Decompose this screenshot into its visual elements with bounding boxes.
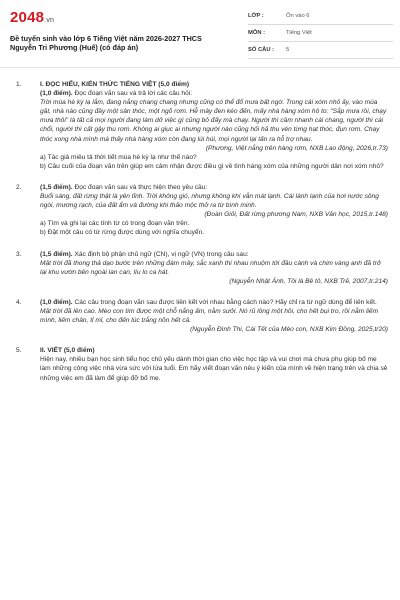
question-number: 4.: [16, 298, 22, 306]
reading-passage: Mặt trời đã thong thả dạo bước trên những đám mây, sắc xanh thi nhau nhuộm tới đầu cành và chim vàng anh đã trở lại khu vườn bên ngoài lan can, líu lo ca hát.: [40, 259, 381, 276]
question-2: [16, 183, 388, 238]
section-heading: II. VIẾT (5,0 điểm): [40, 347, 95, 355]
exam-meta-table: [248, 11, 393, 62]
worksheet-header: [0, 0, 400, 66]
sub-question-a: a) Tìm và ghi lại các tính từ có trong đoạn văn trên.: [40, 220, 190, 228]
sub-question-b: b) Câu cuối của đoạn văn trên giúp em cảm nhận được điều gì về tình hàng xóm của những người dân nơi xóm nhỏ?: [40, 162, 384, 170]
passage-source: (Đoàn Giỏi, Đất rừng phương Nam, NXB Văn học, 2015,tr.148): [204, 211, 388, 219]
question-score: (1,0 điểm).: [40, 90, 73, 98]
meta-label: LỚP :: [248, 13, 264, 19]
meta-label: SỐ CÂU :: [248, 47, 275, 53]
question-instruction: Đọc đoạn văn sau và trả lời các câu hỏi:: [74, 90, 193, 98]
question-score: (1,5 điểm).: [40, 183, 73, 191]
question-3: [16, 250, 388, 286]
question-number: 2.: [16, 183, 22, 191]
sub-question-b: b) Đặt một câu có từ rừng được dùng với nghĩa chuyển.: [40, 229, 205, 237]
question-prompt: [40, 89, 388, 98]
meta-row-subject: [248, 28, 393, 42]
question-instruction: Các câu trong đoạn văn sau được liên kết với nhau bằng cách nào? Hãy chỉ ra từ ngữ dùng để liên kết.: [74, 298, 377, 306]
logo-text: 2048: [10, 9, 45, 26]
question-instruction: Đọc đoạn văn sau và thực hiện theo yêu cầu:: [74, 183, 208, 191]
question-number: 3.: [16, 250, 22, 258]
question-number: 5.: [16, 347, 22, 355]
reading-passage: Mặt trời đã lên cao. Mèo con tìm được một chỗ nắng ấm, nằm sưởi. Nó rũ lông một hồi, cho hết bụi tro, rồi nằm liếm mình, liếm chân, tỉ mỉ, cho đến lúc trắng nõn hết cả.: [40, 307, 379, 325]
passage-source: (Nguyễn Nhật Ánh, Tôi là Bê tô, NXB Trẻ, 2007,tr.214): [229, 277, 388, 285]
question-1: [16, 80, 388, 171]
meta-value: 5: [286, 47, 290, 53]
page-title: Đề tuyển sinh vào lớp 6 Tiếng Việt năm 2026-2027 THCS Nguyễn Tri Phương (Huế) (có đáp án): [10, 34, 202, 52]
reading-passage: Buổi sáng, đất rừng thật là yên tĩnh. Trời không gió, nhưng không khí vẫn mát lạnh. Cái lành lạnh của hơi nước sông ngòi, mương rạch, của đất ẩm và đường khi thảo mộc thở ra từ bình minh.: [40, 193, 379, 210]
meta-row-class: [248, 11, 393, 25]
question-prompt: [40, 298, 388, 307]
logo-suffix: .vn: [44, 17, 55, 24]
sub-question-a: a) Tác giả miêu tả thời tiết mùa hè kỳ lạ như thế nào?: [40, 153, 197, 161]
meta-row-question-count: [248, 45, 393, 59]
question-instruction: Xác định bộ phận chủ ngữ (CN), vị ngữ (VN) trong câu sau:: [74, 250, 249, 258]
questions: [16, 80, 388, 383]
meta-value: Tiếng Việt: [286, 30, 312, 36]
reading-passage: Trời mùa hè kỳ lạ lắm, đang nắng chang chang nhưng cũng có thể đổ mưa bất ngờ. Trong cái xóm nhỏ ấy, vào mùa gặt, nhà nào cũng đầy một sân thóc, một ngõ rơm. Hễ mây đen kéo đến, mấy nhà hàng xóm hô to: "Sắp mưa rồi, chạy mưa thôi" là tất cả mọi người đang làm dở việc gì cũng bỏ đấy mà chạy. Người thì cầm nhanh cái chang, người thì cái chổi, người thì cất gậy thu rơm. Không ai giục ai nhưng người nào cũng hối hả thu vén từng hạt thóc, đụn rơm. Chạy thóc xong nhà mình mà thấy nhà hàng xóm còn đang lúi húi, mọi người lại tấn ra hỗ trợ nhau.: [40, 99, 387, 143]
section-heading: I. ĐỌC HIỂU, KIẾN THỨC TIẾNG VIỆT (5,0 điểm): [40, 81, 190, 88]
passage-source: (Phương, Việt nắng trên hàng rơm, NXB Lao động, 2026,tr.73): [205, 144, 388, 152]
writing-prompt: Hiện nay, nhiều bạn học sinh tiểu học chủ yếu dành thời gian cho việc học tập và vui chơi mà chưa phụ giúp bố mẹ làm những công việc nhà vừa sức với lứa tuổi. Em hãy viết đoạn văn nêu ý kiến của mình về hiện trạng trên và chia sẻ những việc em đã làm để giúp đỡ bố mẹ.: [40, 356, 388, 382]
passage-source: (Nguyễn Đình Thi, Cái Tết của Mèo con, NXB Kim Đồng, 2025,tr20): [190, 326, 388, 334]
meta-label: MÔN :: [248, 30, 266, 36]
question-prompt: [40, 183, 388, 192]
site-logo[interactable]: [10, 9, 54, 26]
question-5: [16, 346, 388, 382]
question-4: [16, 298, 388, 334]
question-prompt: [40, 250, 388, 259]
meta-value: Ôn vào 6: [286, 13, 310, 19]
header-divider: [0, 67, 400, 68]
question-score: (1,0 điểm).: [40, 298, 73, 306]
question-score: (1,5 điểm).: [40, 250, 73, 258]
question-number: 1.: [16, 81, 22, 88]
